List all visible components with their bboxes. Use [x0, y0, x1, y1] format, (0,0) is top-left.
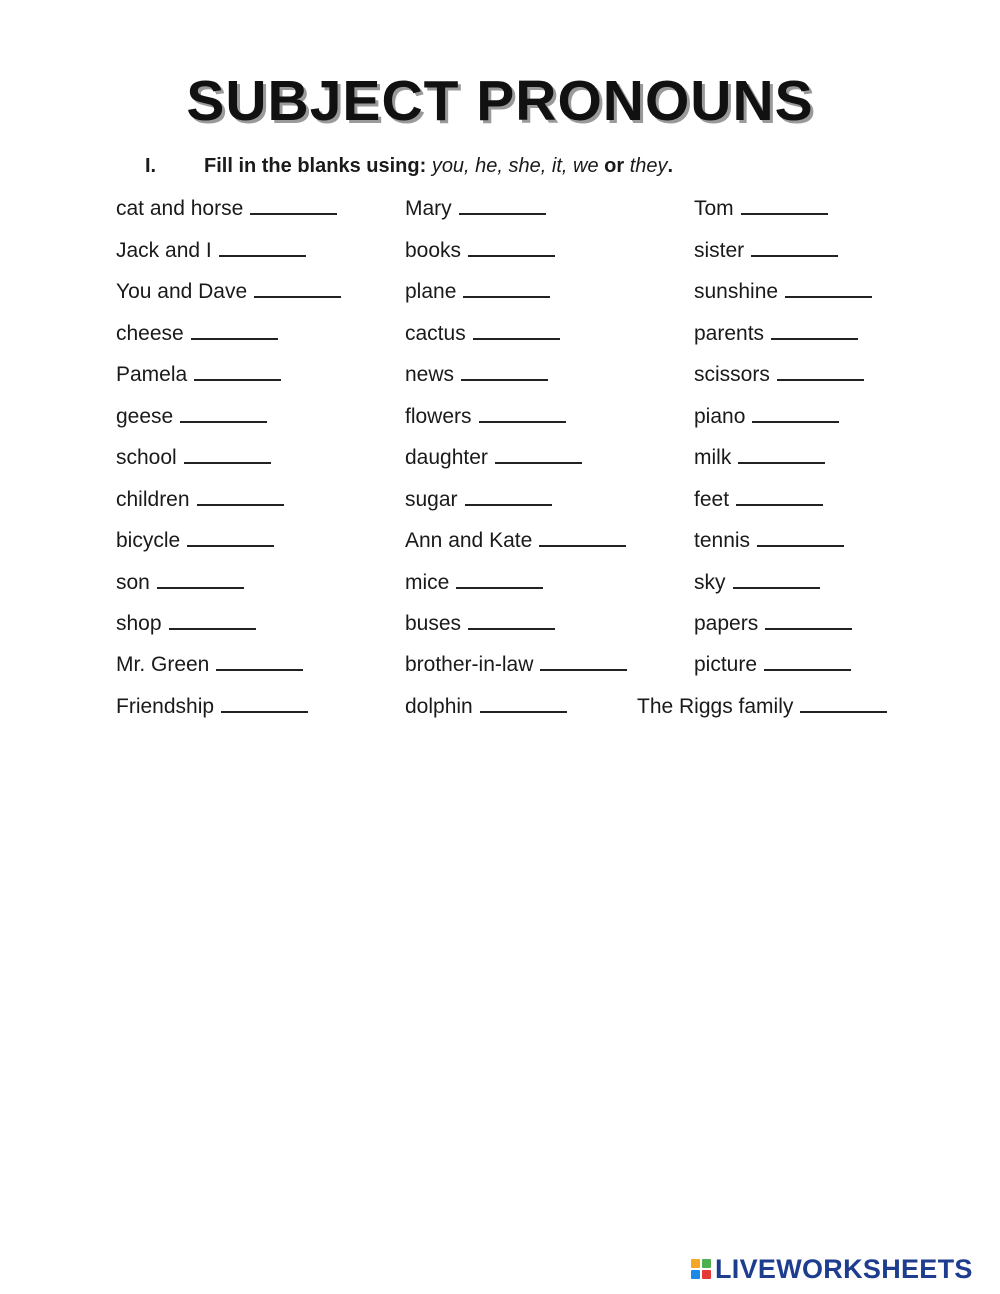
list-item [405, 361, 548, 388]
item-word: flowers [405, 405, 472, 428]
answer-blank[interactable] [800, 693, 887, 713]
answer-blank[interactable] [157, 569, 244, 589]
item-word: sky [694, 571, 726, 594]
list-item [694, 651, 851, 678]
list-item [405, 486, 552, 513]
item-word: piano [694, 405, 746, 428]
brand-text: LIVEWORKSHEETS [715, 1253, 973, 1284]
answer-blank[interactable] [197, 486, 284, 506]
answer-blank[interactable] [468, 610, 555, 630]
worksheet-title: SUBJECT PRONOUNS [186, 69, 814, 133]
item-word: Tom [694, 197, 734, 220]
answer-blank[interactable] [180, 403, 267, 423]
answer-blank[interactable] [785, 278, 872, 298]
item-word: Jack and I [116, 239, 212, 262]
list-item [116, 610, 256, 637]
item-word: dolphin [405, 695, 473, 718]
list-item [694, 444, 825, 471]
liveworksheets-brand[interactable] [691, 1254, 973, 1284]
answer-blank[interactable] [184, 444, 271, 464]
instruction-period: . [667, 155, 674, 177]
logo-square [702, 1259, 711, 1268]
item-word: sunshine [694, 280, 779, 303]
item-word: daughter [405, 446, 488, 469]
answer-blank[interactable] [765, 610, 852, 630]
list-item [405, 610, 555, 637]
item-word: scissors [694, 363, 770, 386]
answer-blank[interactable] [751, 237, 838, 257]
item-word: sugar [405, 488, 458, 511]
list-item [116, 651, 303, 678]
item-word: mice [405, 571, 450, 594]
answer-blank[interactable] [479, 403, 566, 423]
answer-blank[interactable] [219, 237, 306, 257]
liveworksheets-logo-icon [691, 1259, 711, 1279]
answer-blank[interactable] [194, 361, 281, 381]
answer-blank[interactable] [216, 651, 303, 671]
answer-blank[interactable] [764, 651, 851, 671]
item-word: news [405, 363, 455, 386]
answer-blank[interactable] [254, 278, 341, 298]
list-item [694, 278, 872, 305]
list-item [637, 693, 887, 720]
answer-blank[interactable] [468, 237, 555, 257]
list-item [694, 195, 828, 222]
item-word: papers [694, 612, 759, 635]
list-item [116, 693, 308, 720]
list-item [405, 195, 546, 222]
item-word: sister [694, 239, 745, 262]
item-word: Ann and Kate [405, 529, 533, 552]
list-item [116, 320, 278, 347]
list-item [694, 361, 864, 388]
list-item [405, 569, 543, 596]
answer-blank[interactable] [738, 444, 825, 464]
instruction-number: I. [145, 155, 157, 177]
item-word: plane [405, 280, 457, 303]
answer-blank[interactable] [771, 320, 858, 340]
item-word: Mr. Green [116, 653, 210, 676]
item-word: school [116, 446, 177, 469]
list-item [116, 403, 267, 430]
list-item [694, 403, 839, 430]
answer-blank[interactable] [221, 693, 308, 713]
item-word: parents [694, 322, 765, 345]
item-word: brother-in-law [405, 653, 534, 676]
answer-blank[interactable] [495, 444, 582, 464]
list-item [694, 320, 858, 347]
list-item [405, 278, 550, 305]
item-word: shop [116, 612, 162, 635]
answer-blank[interactable] [752, 403, 839, 423]
list-item [405, 403, 566, 430]
answer-blank[interactable] [169, 610, 256, 630]
instruction-lead: Fill in the blanks using: [204, 155, 427, 177]
logo-square [691, 1259, 700, 1268]
item-word: Friendship [116, 695, 215, 718]
list-item [116, 278, 341, 305]
item-word: children [116, 488, 190, 511]
list-item [405, 320, 560, 347]
answer-blank[interactable] [540, 651, 627, 671]
list-item [116, 527, 274, 554]
answer-blank[interactable] [473, 320, 560, 340]
answer-blank[interactable] [456, 569, 543, 589]
list-item [694, 569, 820, 596]
answer-blank[interactable] [741, 195, 828, 215]
answer-blank[interactable] [461, 361, 548, 381]
instruction-last-pronoun: they [629, 155, 668, 177]
answer-blank[interactable] [191, 320, 278, 340]
instruction [145, 154, 673, 178]
answer-blank[interactable] [187, 527, 274, 547]
item-word: milk [694, 446, 732, 469]
answer-blank[interactable] [480, 693, 567, 713]
list-item [694, 486, 823, 513]
instruction-pronoun-list: you, he, she, it, we [431, 155, 599, 177]
list-item [116, 486, 284, 513]
answer-blank[interactable] [250, 195, 337, 215]
item-word: cat and horse [116, 197, 244, 220]
list-item [405, 444, 582, 471]
list-item [116, 195, 337, 222]
instruction-or: or [604, 155, 625, 177]
list-item [116, 361, 281, 388]
item-word: You and Dave [116, 280, 248, 303]
item-word: geese [116, 405, 174, 428]
answer-blank[interactable] [736, 486, 823, 506]
item-word: son [116, 571, 150, 594]
item-word: bicycle [116, 529, 181, 552]
list-item [405, 527, 626, 554]
list-item [116, 569, 244, 596]
logo-square [702, 1270, 711, 1279]
list-item [116, 444, 271, 471]
list-item [405, 651, 627, 678]
list-item [694, 527, 844, 554]
item-word: picture [694, 653, 758, 676]
logo-square [691, 1270, 700, 1279]
answer-blank[interactable] [733, 569, 820, 589]
item-word: buses [405, 612, 462, 635]
answer-blank[interactable] [459, 195, 546, 215]
item-word: feet [694, 488, 730, 511]
list-item [405, 693, 567, 720]
item-word: The Riggs family [637, 695, 794, 718]
item-word: Mary [405, 197, 452, 220]
list-item [694, 237, 838, 264]
list-item [405, 237, 555, 264]
item-word: tennis [694, 529, 751, 552]
answer-blank[interactable] [777, 361, 864, 381]
item-word: cheese [116, 322, 184, 345]
item-word: cactus [405, 322, 466, 345]
answer-blank[interactable] [757, 527, 844, 547]
list-item [116, 237, 306, 264]
item-word: Pamela [116, 363, 188, 386]
answer-blank[interactable] [463, 278, 550, 298]
answer-blank[interactable] [465, 486, 552, 506]
list-item [694, 610, 852, 637]
item-word: books [405, 239, 462, 262]
answer-blank[interactable] [539, 527, 626, 547]
